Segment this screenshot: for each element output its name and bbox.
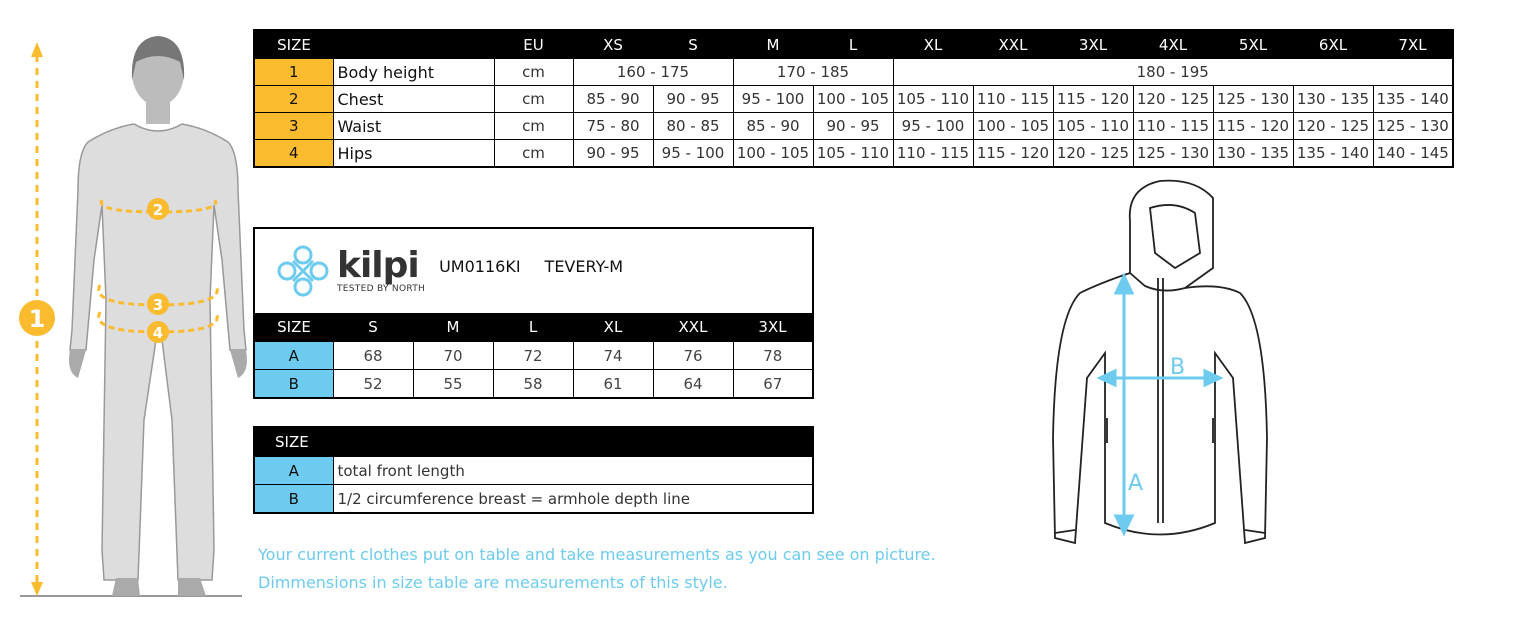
- value-cell: 110 - 115: [893, 140, 973, 168]
- row-number: 1: [254, 59, 333, 86]
- size-header: SIZE: [254, 30, 333, 59]
- marker-4: [147, 321, 169, 343]
- value-cell: 90 - 95: [573, 140, 653, 168]
- size-col-header: S: [653, 30, 733, 59]
- row-label: Waist: [333, 113, 494, 140]
- value-cell: 100 - 105: [733, 140, 813, 168]
- value-cell: 90 - 95: [813, 113, 893, 140]
- row-label: B: [254, 370, 333, 399]
- eu-header: EU: [494, 30, 573, 59]
- row-number: 2: [254, 86, 333, 113]
- row-description: 1/2 circumference breast = armhole depth line: [333, 485, 813, 514]
- row-number: 3: [254, 113, 333, 140]
- value-cell: 100 - 105: [973, 113, 1053, 140]
- value-cell: 70: [413, 342, 493, 370]
- table-row: [254, 342, 813, 370]
- value-cell: 160 - 175: [573, 59, 733, 86]
- table-row: [254, 113, 1453, 140]
- value-cell: 95 - 100: [733, 86, 813, 113]
- svg-text:3: 3: [152, 296, 164, 314]
- value-cell: 135 - 140: [1373, 86, 1453, 113]
- unit-cell: cm: [494, 113, 573, 140]
- value-cell: 105 - 110: [1053, 113, 1133, 140]
- value-cell: 67: [733, 370, 813, 399]
- value-cell: 75 - 80: [573, 113, 653, 140]
- marker-1: [19, 300, 55, 336]
- value-cell: 105 - 110: [893, 86, 973, 113]
- unit-cell: cm: [494, 140, 573, 168]
- table-row: [254, 59, 1453, 86]
- brand-name: kilpi: [337, 245, 419, 286]
- jacket-label-a: A: [1128, 471, 1144, 496]
- brand-tagline: TESTED BY NORTH: [337, 284, 426, 294]
- size-col-header: M: [733, 30, 813, 59]
- value-cell: 120 - 125: [1293, 113, 1373, 140]
- value-cell: 74: [573, 342, 653, 370]
- table-row: [254, 370, 813, 399]
- row-label: B: [254, 485, 333, 514]
- body-measurement-figure: [0, 30, 250, 605]
- value-cell: 72: [493, 342, 573, 370]
- value-cell: 64: [653, 370, 733, 399]
- size-col-header: L: [813, 30, 893, 59]
- value-cell: 78: [733, 342, 813, 370]
- table-row: [254, 485, 813, 514]
- value-cell: 90 - 95: [653, 86, 733, 113]
- value-cell: 125 - 130: [1373, 113, 1453, 140]
- value-cell: 55: [413, 370, 493, 399]
- value-cell: 120 - 125: [1053, 140, 1133, 168]
- marker-3: [147, 293, 169, 315]
- value-cell: 130 - 135: [1293, 86, 1373, 113]
- value-cell: 68: [333, 342, 413, 370]
- row-label: A: [254, 342, 333, 370]
- value-cell: 61: [573, 370, 653, 399]
- value-cell: 85 - 90: [573, 86, 653, 113]
- size-col-header: XL: [573, 313, 653, 342]
- size-col-header: XL: [893, 30, 973, 59]
- value-cell: 180 - 195: [893, 59, 1453, 86]
- size-header: SIZE: [254, 427, 813, 457]
- brand-header: [254, 228, 813, 313]
- size-header: SIZE: [254, 313, 333, 342]
- row-label: A: [254, 457, 333, 485]
- value-cell: 110 - 115: [1133, 113, 1213, 140]
- jacket-measurement-illustration: [1045, 178, 1275, 558]
- kilpi-knot-logo-icon: [275, 243, 331, 299]
- table-row: [254, 140, 1453, 168]
- size-col-header: 3XL: [1053, 30, 1133, 59]
- value-cell: 110 - 115: [973, 86, 1053, 113]
- value-cell: 125 - 130: [1213, 86, 1293, 113]
- value-cell: 105 - 110: [813, 140, 893, 168]
- unit-cell: cm: [494, 59, 573, 86]
- value-cell: 100 - 105: [813, 86, 893, 113]
- measurement-legend-table: [253, 426, 814, 514]
- value-cell: 115 - 120: [1213, 113, 1293, 140]
- table-header-row: [254, 313, 813, 342]
- value-cell: 85 - 90: [733, 113, 813, 140]
- row-label: Hips: [333, 140, 494, 168]
- row-label: Body height: [333, 59, 494, 86]
- size-col-header: 5XL: [1213, 30, 1293, 59]
- size-col-header: L: [493, 313, 573, 342]
- value-cell: 58: [493, 370, 573, 399]
- value-cell: 170 - 185: [733, 59, 893, 86]
- value-cell: 52: [333, 370, 413, 399]
- value-cell: 80 - 85: [653, 113, 733, 140]
- jacket-label-b: B: [1170, 355, 1186, 380]
- row-label: Chest: [333, 86, 494, 113]
- value-cell: 140 - 145: [1373, 140, 1453, 168]
- marker-2: [147, 198, 169, 220]
- value-cell: 125 - 130: [1133, 140, 1213, 168]
- garment-size-table: [253, 227, 814, 399]
- value-cell: 115 - 120: [973, 140, 1053, 168]
- value-cell: 130 - 135: [1213, 140, 1293, 168]
- size-col-header: 6XL: [1293, 30, 1373, 59]
- size-col-header: S: [333, 313, 413, 342]
- size-col-header: XXL: [653, 313, 733, 342]
- size-col-header: 3XL: [733, 313, 813, 342]
- svg-text:4: 4: [152, 324, 164, 342]
- size-col-header: 7XL: [1373, 30, 1453, 59]
- unit-cell: cm: [494, 86, 573, 113]
- size-col-header: XXL: [973, 30, 1053, 59]
- svg-text:2: 2: [152, 201, 164, 219]
- table-row: [254, 457, 813, 485]
- table-header-row: [254, 427, 813, 457]
- value-cell: 120 - 125: [1133, 86, 1213, 113]
- size-col-header: M: [413, 313, 493, 342]
- svg-text:1: 1: [28, 305, 46, 333]
- size-col-header: XS: [573, 30, 653, 59]
- product-code: UM0116KI: [439, 256, 521, 276]
- product-style: TEVERY-M: [544, 256, 624, 276]
- value-cell: 115 - 120: [1053, 86, 1133, 113]
- body-size-table: [253, 29, 1454, 168]
- table-row: [254, 86, 1453, 113]
- size-col-header: 4XL: [1133, 30, 1213, 59]
- instruction-note: Dimmensions in size table are measurements of this style.: [258, 573, 728, 592]
- row-description: total front length: [333, 457, 813, 485]
- table-header-row: [254, 30, 1453, 59]
- value-cell: 76: [653, 342, 733, 370]
- instruction-note: Your current clothes put on table and take measurements as you can see on picture.: [258, 545, 936, 564]
- value-cell: 135 - 140: [1293, 140, 1373, 168]
- row-number: 4: [254, 140, 333, 168]
- value-cell: 95 - 100: [653, 140, 733, 168]
- value-cell: 95 - 100: [893, 113, 973, 140]
